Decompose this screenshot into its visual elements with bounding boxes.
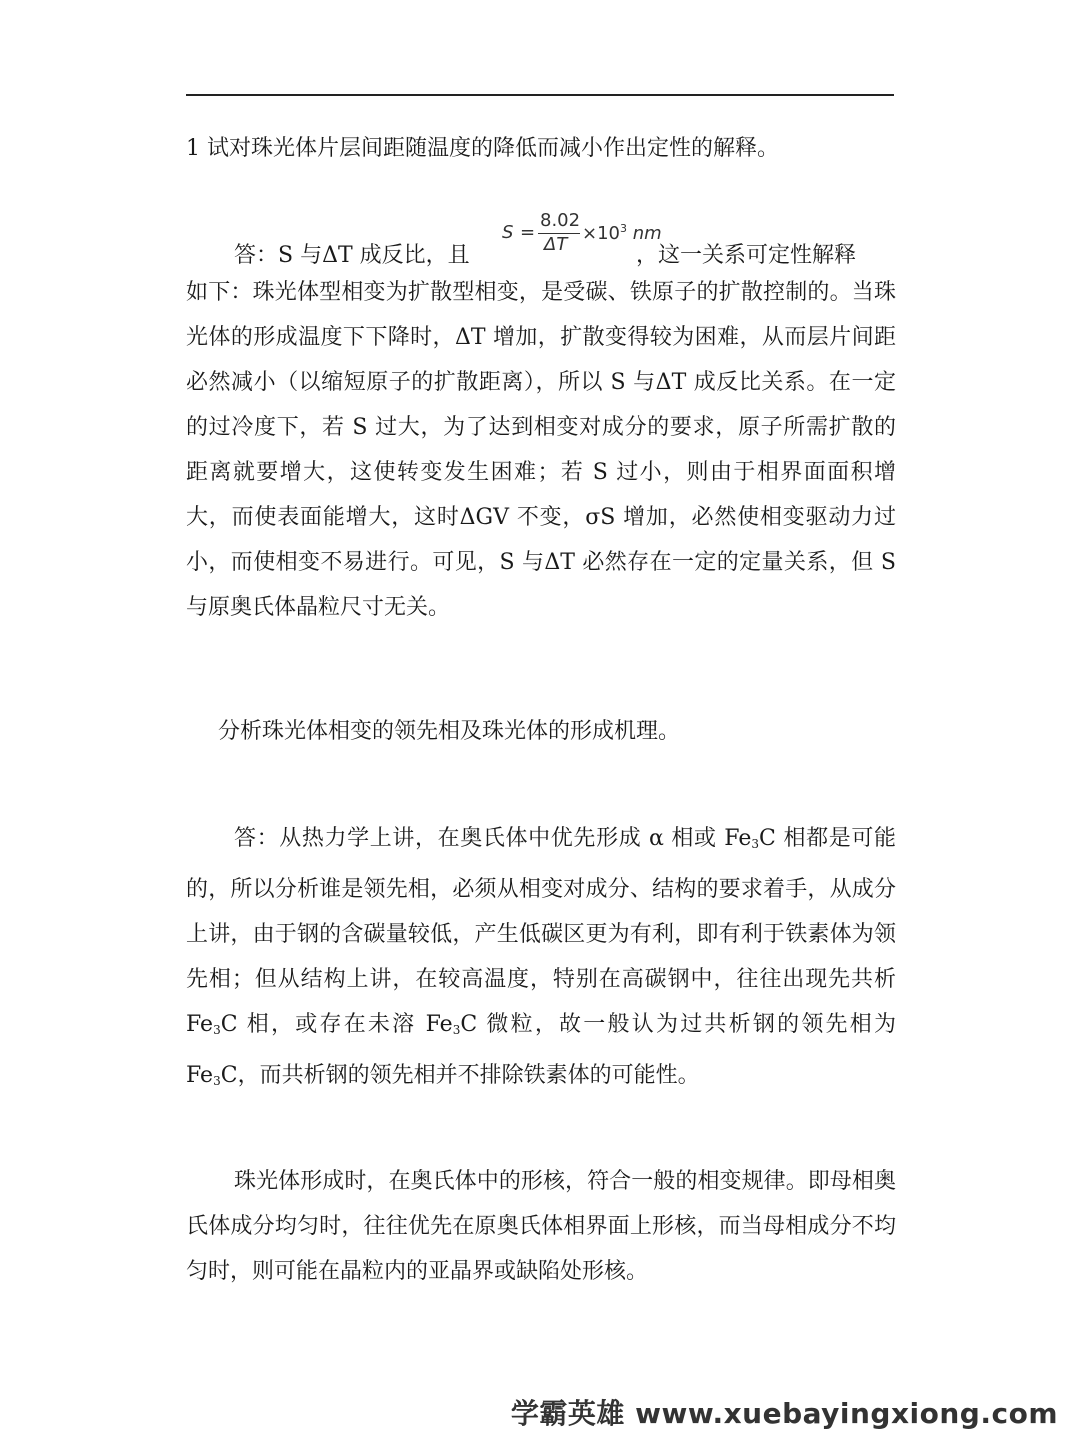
answer-1-trail: ，这一关系可定性解释 [636, 243, 857, 268]
answer-2-part-1: 答：从热力学上讲，在奥氏体中优先形成 α 相或 Fe [234, 826, 752, 851]
formula-numerator: 8.02 [540, 210, 581, 231]
formula-equals: = [520, 222, 536, 243]
answer-2 [186, 816, 896, 1104]
header-rule [186, 94, 894, 96]
answer-1-body: 如下：珠光体型相变为扩散型相变，是受碳、铁原子的扩散控制的。当珠光体的形成温度下下降时，ΔT 增加，扩散变得较为困难，从而层片间距必然减小（以缩短原子的扩散距离），所以 S 与ΔT 成反比关系。在一定的过冷度下，若 S 过大，为了达到相变对成分的要求，原子所需扩散的距离就要增大，这使转变发生困难；若 S 过小，则由于相界面面积增大，而使表面能增大，这时ΔGV 不变，σS 增加，必然使相变驱动力过小，而使相变不易进行。可见，S 与ΔT 必然存在一定的定量关系，但 S 与原奥氏体晶粒尺寸无关。 [186, 280, 896, 620]
fe3c-subscript: 3 [452, 1023, 461, 1037]
formula-exponent: 3 [620, 222, 627, 235]
fe3c-subscript: 3 [213, 1074, 221, 1088]
fe3c-subscript: 3 [213, 1023, 221, 1037]
formula-denominator: ΔT [544, 234, 568, 255]
question-1: 1 试对珠光体片层间距随温度的降低而减小作出定性的解释。 [186, 136, 779, 161]
formula-times: ×10 [582, 223, 620, 244]
answer-2-part-2: C 相都是可能的，所以分析谁是领先相，必须从相变对成分、结构的要求着手，从成分上讲，由于钢的含碳量较低，产生低碳区更为有利，即有利于铁素体为领先相；但从结构上讲，在较高温度，特别在高碳钢中，往往出现先共析 Fe [186, 826, 897, 1037]
spacing-formula [502, 210, 662, 268]
nucleation-paragraph: 珠光体形成时，在奥氏体中的形核，符合一般的相变规律。即母相奥氏体成分均匀时，往往优先在原奥氏体相界面上形核，而当母相成分不均匀时，则可能在晶粒内的亚晶界或缺陷处形核。 [186, 1169, 896, 1284]
answer-2-part-4: C 微粒，故一般认为过共析钢的领先相为 Fe [186, 1012, 897, 1088]
formula-lhs: S [502, 222, 514, 243]
formula-unit: nm [632, 223, 662, 244]
answer-2-part-3: C 相，或存在未溶 Fe [220, 1012, 453, 1037]
answer-1-lead: 答：S 与ΔT 成反比，且 [234, 243, 470, 268]
question-2: 分析珠光体相变的领先相及珠光体的形成机理。 [218, 719, 681, 744]
site-watermark: 学霸英雄 www.xuebayingxiong.com [510, 1397, 1058, 1430]
fe3c-subscript: 3 [751, 837, 760, 851]
answer-2-part-5: C，而共析钢的领先相并不排除铁素体的可能性。 [220, 1063, 700, 1088]
